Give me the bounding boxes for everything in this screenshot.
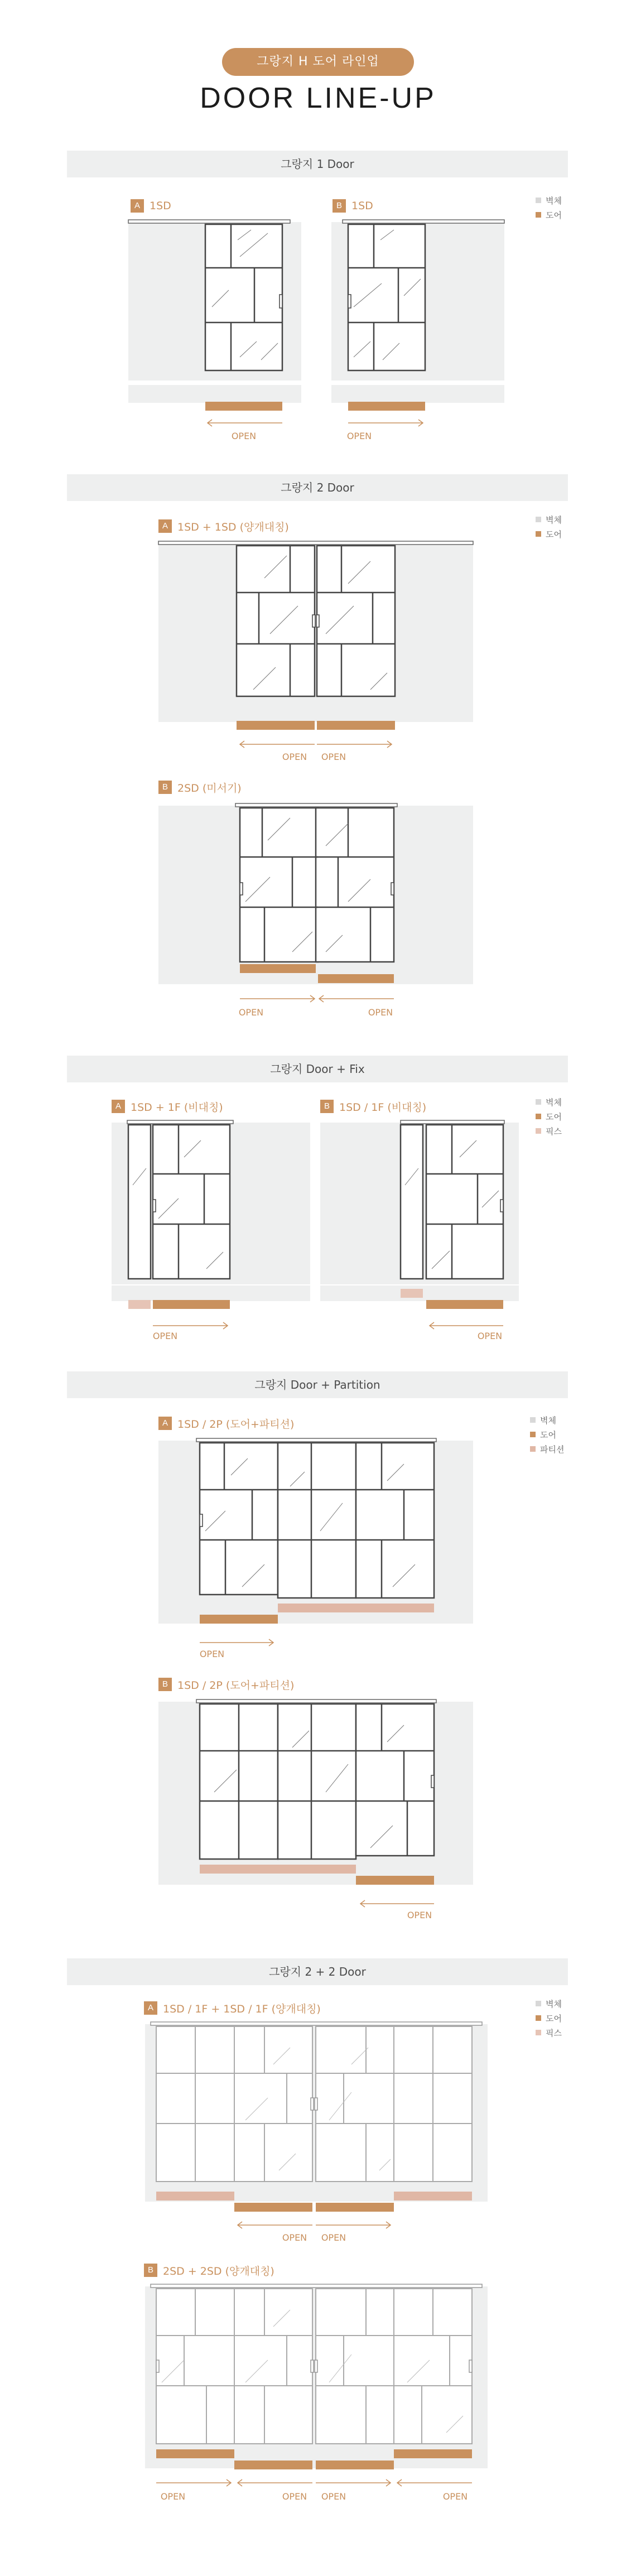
variant-letter: A [112, 1100, 125, 1113]
variant-label: 1SD + 1SD (양개대칭) [177, 521, 289, 533]
legend-label-fix: 픽스 [546, 2028, 562, 2038]
section-title-2door: 그랑지 2 Door [67, 474, 568, 501]
open-label: OPEN [477, 1331, 503, 1341]
open-label: OPEN [407, 1910, 432, 1920]
legend-swatch-door [536, 531, 541, 537]
section-title-door-fix: 그랑지 Door + Fix [67, 1056, 568, 1082]
variant-label: 1SD / 2P (도어+파티션) [177, 1679, 295, 1692]
legend-door-fix [536, 1095, 562, 1138]
legend-swatch-fix [536, 1128, 541, 1134]
variant-label: 1SD + 1F (비대칭) [131, 1101, 223, 1114]
open-label: OPEN [238, 1007, 264, 1018]
diagram-door-partition-a [158, 1436, 473, 1670]
legend-label-door: 도어 [546, 210, 562, 220]
legend-1door [536, 193, 562, 222]
section-title-1door: 그랑지 1 Door [67, 151, 568, 177]
variant-letter: A [144, 2001, 157, 2015]
legend-label-wall: 벽체 [546, 195, 562, 206]
lineup-badge: 그랑지 H 도어 라인업 [222, 48, 414, 76]
legend-2door [536, 512, 562, 541]
variant-label: 1SD [351, 200, 373, 212]
diagram-door-fix-a [112, 1118, 310, 1341]
variant-door-fix-b [320, 1099, 426, 1114]
legend-swatch-wall [530, 1417, 536, 1423]
variant-label: 2SD (미서기) [177, 782, 242, 795]
legend-swatch-door [530, 1432, 536, 1437]
variant-label: 1SD / 1F (비대칭) [339, 1101, 427, 1114]
variant-door-partition-b [158, 1677, 294, 1692]
legend-door-partition [530, 1413, 564, 1456]
variant-letter: B [158, 781, 172, 794]
diagram-2plus2-door-a [145, 2020, 488, 2254]
legend-label-door: 도어 [546, 529, 562, 540]
variant-2door-b [158, 780, 242, 795]
variant-2door-a [158, 519, 289, 533]
section-title-door-partition: 그랑지 Door + Partition [67, 1371, 568, 1398]
open-label: OPEN [321, 2232, 346, 2243]
legend-label-partition: 파티션 [540, 1444, 565, 1455]
variant-letter: B [144, 2264, 157, 2277]
variant-label: 1SD [150, 200, 171, 212]
open-label: OPEN [282, 2491, 307, 2502]
variant-letter: A [158, 1417, 172, 1430]
variant-1door-b [333, 199, 373, 213]
open-label: OPEN [152, 1331, 178, 1341]
legend-2plus2-door [536, 1996, 562, 2040]
legend-label-wall: 벽체 [546, 1999, 562, 2009]
legend-label-wall: 벽체 [540, 1415, 556, 1426]
diagram-2plus2-door-b [145, 2282, 488, 2527]
legend-label-wall: 벽체 [546, 1097, 562, 1108]
variant-letter: B [320, 1100, 334, 1113]
legend-label-door: 도어 [540, 1429, 556, 1440]
variant-1door-a [131, 199, 171, 213]
legend-swatch-door [536, 1114, 541, 1119]
variant-letter: A [131, 199, 144, 213]
legend-swatch-partition [530, 1446, 536, 1452]
open-label: OPEN [199, 1649, 225, 1659]
variant-door-fix-a [112, 1099, 223, 1114]
variant-label: 1SD / 1F + 1SD / 1F (양개대칭) [163, 2002, 321, 2015]
diagram-2door-a [158, 539, 473, 773]
open-label: OPEN [282, 752, 307, 762]
open-label: OPEN [368, 1007, 393, 1018]
legend-swatch-wall [536, 198, 541, 203]
diagram-door-partition-b [158, 1697, 473, 1932]
diagram-1door-a [128, 218, 301, 452]
legend-swatch-wall [536, 2001, 541, 2006]
legend-swatch-door [536, 2015, 541, 2021]
diagram-1door-b [331, 218, 504, 452]
open-label: OPEN [346, 431, 372, 441]
legend-label-door: 도어 [546, 1111, 562, 1122]
legend-swatch-wall [536, 1099, 541, 1105]
variant-2plus2-door-a [144, 2001, 321, 2015]
variant-label: 2SD + 2SD (양개대칭) [163, 2265, 274, 2278]
open-label: OPEN [160, 2491, 186, 2502]
legend-label-wall: 벽체 [546, 514, 562, 525]
page-title: DOOR LINE-UP [200, 82, 436, 114]
legend-swatch-wall [536, 517, 541, 522]
legend-swatch-fix [536, 2030, 541, 2035]
variant-door-partition-a [158, 1416, 294, 1431]
diagram-door-fix-b [320, 1118, 519, 1341]
diagram-2door-b [158, 801, 473, 1036]
variant-2plus2-door-b [144, 2263, 274, 2278]
open-label: OPEN [282, 2232, 307, 2243]
variant-letter: A [158, 519, 172, 533]
legend-swatch-door [536, 212, 541, 218]
variant-label: 1SD / 2P (도어+파티션) [177, 1418, 295, 1431]
open-label: OPEN [321, 752, 346, 762]
variant-letter: B [333, 199, 346, 213]
open-label: OPEN [231, 431, 257, 441]
legend-label-fix: 픽스 [546, 1126, 562, 1137]
section-title-2plus2-door: 그랑지 2 + 2 Door [67, 1958, 568, 1985]
open-label: OPEN [442, 2491, 468, 2502]
variant-letter: B [158, 1678, 172, 1691]
legend-label-door: 도어 [546, 2013, 562, 2024]
open-label: OPEN [321, 2491, 346, 2502]
